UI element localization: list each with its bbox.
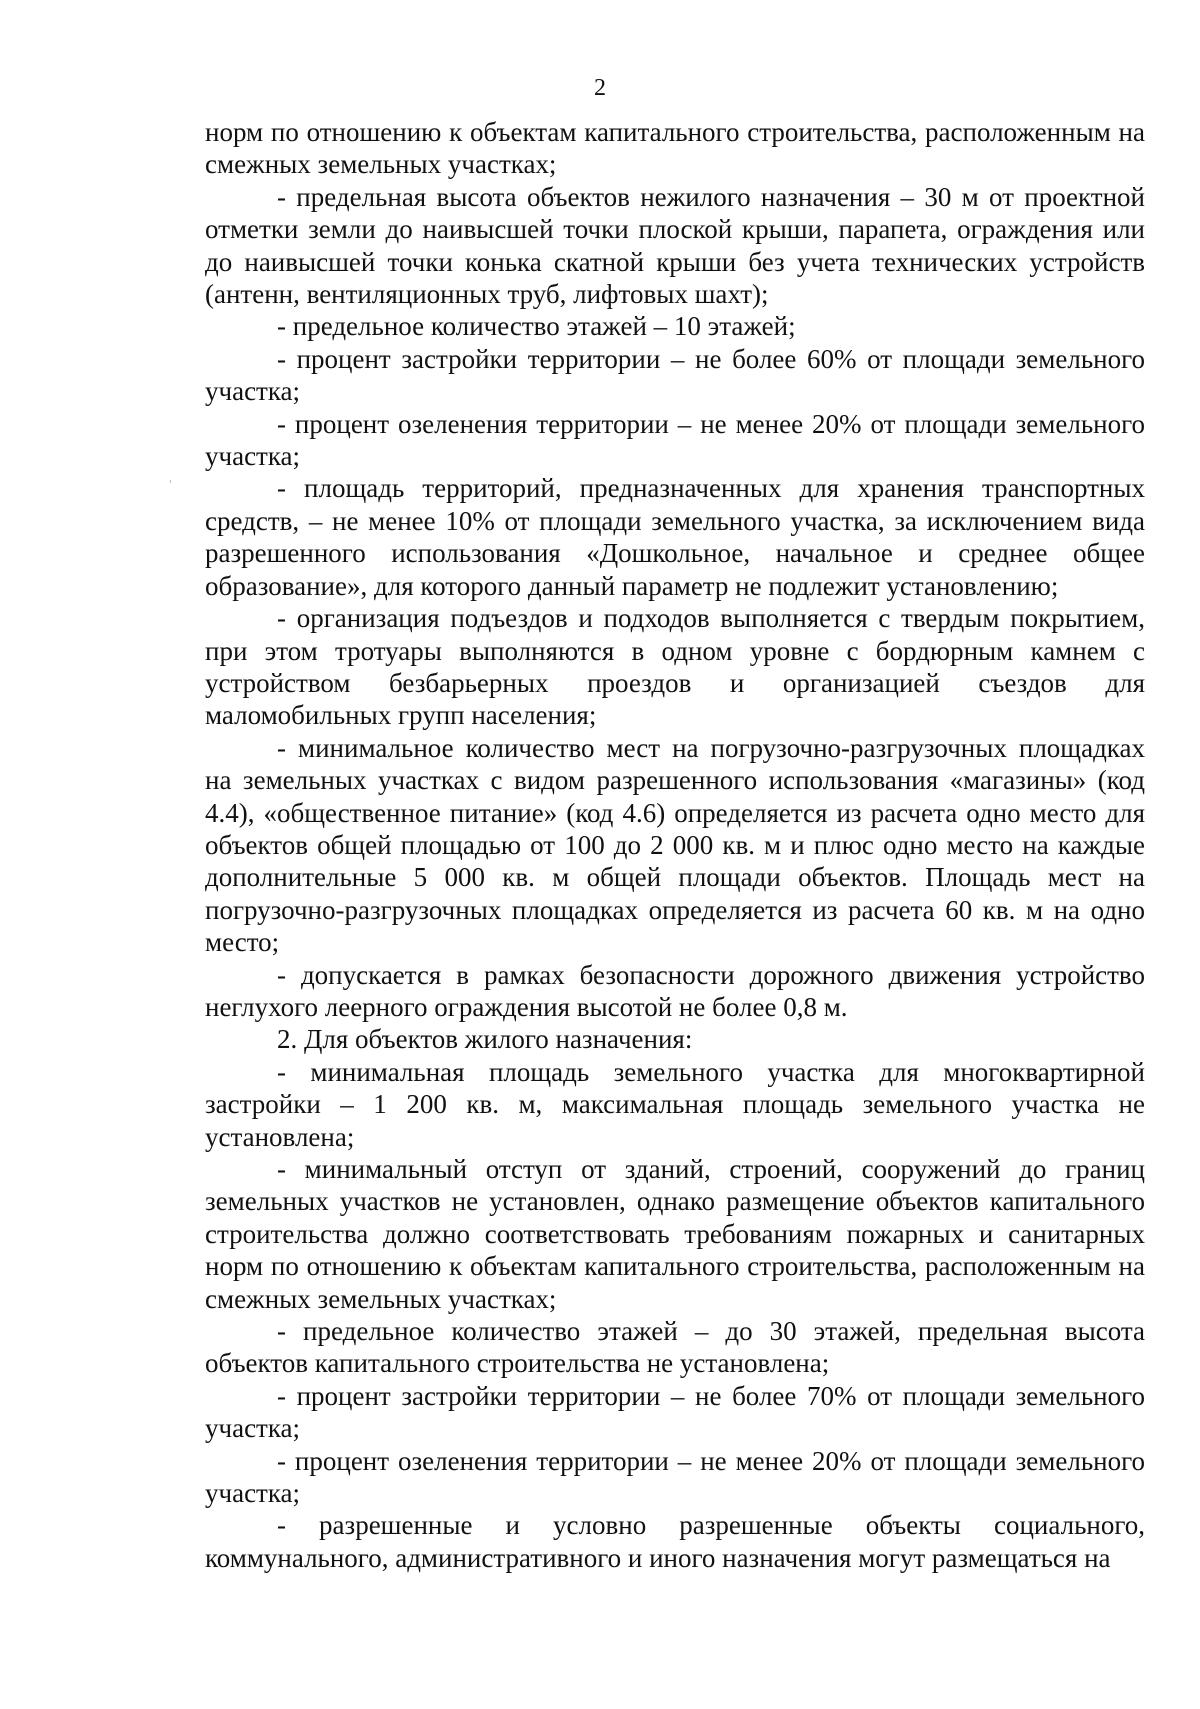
paragraph: - процент застройки территории – не более 70% от площади земельного участка; <box>205 1380 1145 1444</box>
paragraph: - разрешенные и условно разрешенные объекты социального, коммунального, административного и иного назначения могут размещаться на <box>205 1510 1145 1573</box>
document-body <box>205 116 1145 1574</box>
scan-speck <box>170 480 171 483</box>
paragraph: - процент озеленения территории – не менее 20% от площади земельного участка; <box>205 408 1145 472</box>
paragraph: - минимальный отступ от зданий, строений, сооружений до границ земельных участков не установлен, однако размещение объектов капитального строительства должно соответствовать требованиям пожарных и санитарных норм по отношению к объектам капитального строительства, расположенным на смежных земельных участках; <box>205 1154 1145 1314</box>
paragraph: норм по отношению к объектам капитального строительства, расположенным на смежных земельных участках; <box>205 117 1145 180</box>
paragraph: - предельное количество этажей – до 30 этажей, предельная высота объектов капитального строительства не установлена; <box>205 1316 1145 1379</box>
paragraph: 2. Для объектов жилого назначения: <box>277 1024 693 1055</box>
paragraph: - предельное количество этажей – 10 этажей; <box>277 311 796 342</box>
paragraph: - процент застройки территории – не более 60% от площади земельного участка; <box>205 343 1145 407</box>
paragraph: - площадь территорий, предназначенных для хранения транспортных средств, – не менее 10% от площади земельного участка, за исключением вида разрешенного использования «Дошкольное, начальное и среднее общее образование», для которого данный параметр не подлежит установлению; <box>205 473 1145 601</box>
paragraph: - организация подъездов и подходов выполняется с твердым покрытием, при этом тротуары выполняются в одном уровне с бордюрным камнем с устройством безбарьерных проездов и организацией съездов для маломобильных групп населения; <box>205 603 1145 731</box>
paragraph: - минимальная площадь земельного участка для многоквартирной застройки – 1 200 кв. м, максимальная площадь земельного участка не установлена; <box>205 1056 1145 1152</box>
page-number: 2 <box>594 75 606 101</box>
paragraph: - предельная высота объектов нежилого назначения – 30 м от проектной отметки земли до наивысшей точки плоской крыши, парапета, ограждения или до наивысшей точки конька скатной крыши без учета технических устройств (антенн, вентиляционных труб, лифтовых шахт); <box>205 181 1145 310</box>
paragraph: - минимальное количество мест на погрузочно-разгрузочных площадках на земельных участках с видом разрешенного использования «магазины» (код 4.4), «общественное питание» (код 4.6) определяется из расчета одно место для объектов общей площадью от 100 до 2 000 кв. м и плюс одно место на каждые дополнительные 5 000 кв. м общей площади объектов. Площадь мест на погрузочно-разгрузочных площадках определяется из расчета 60 кв. м на одно место; <box>205 732 1145 958</box>
paragraph: - процент озеленения территории – не менее 20% от площади земельного участка; <box>205 1445 1145 1509</box>
paragraph: - допускается в рамках безопасности дорожного движения устройство неглухого леерного ограждения высотой не более 0,8 м. <box>205 959 1145 1022</box>
